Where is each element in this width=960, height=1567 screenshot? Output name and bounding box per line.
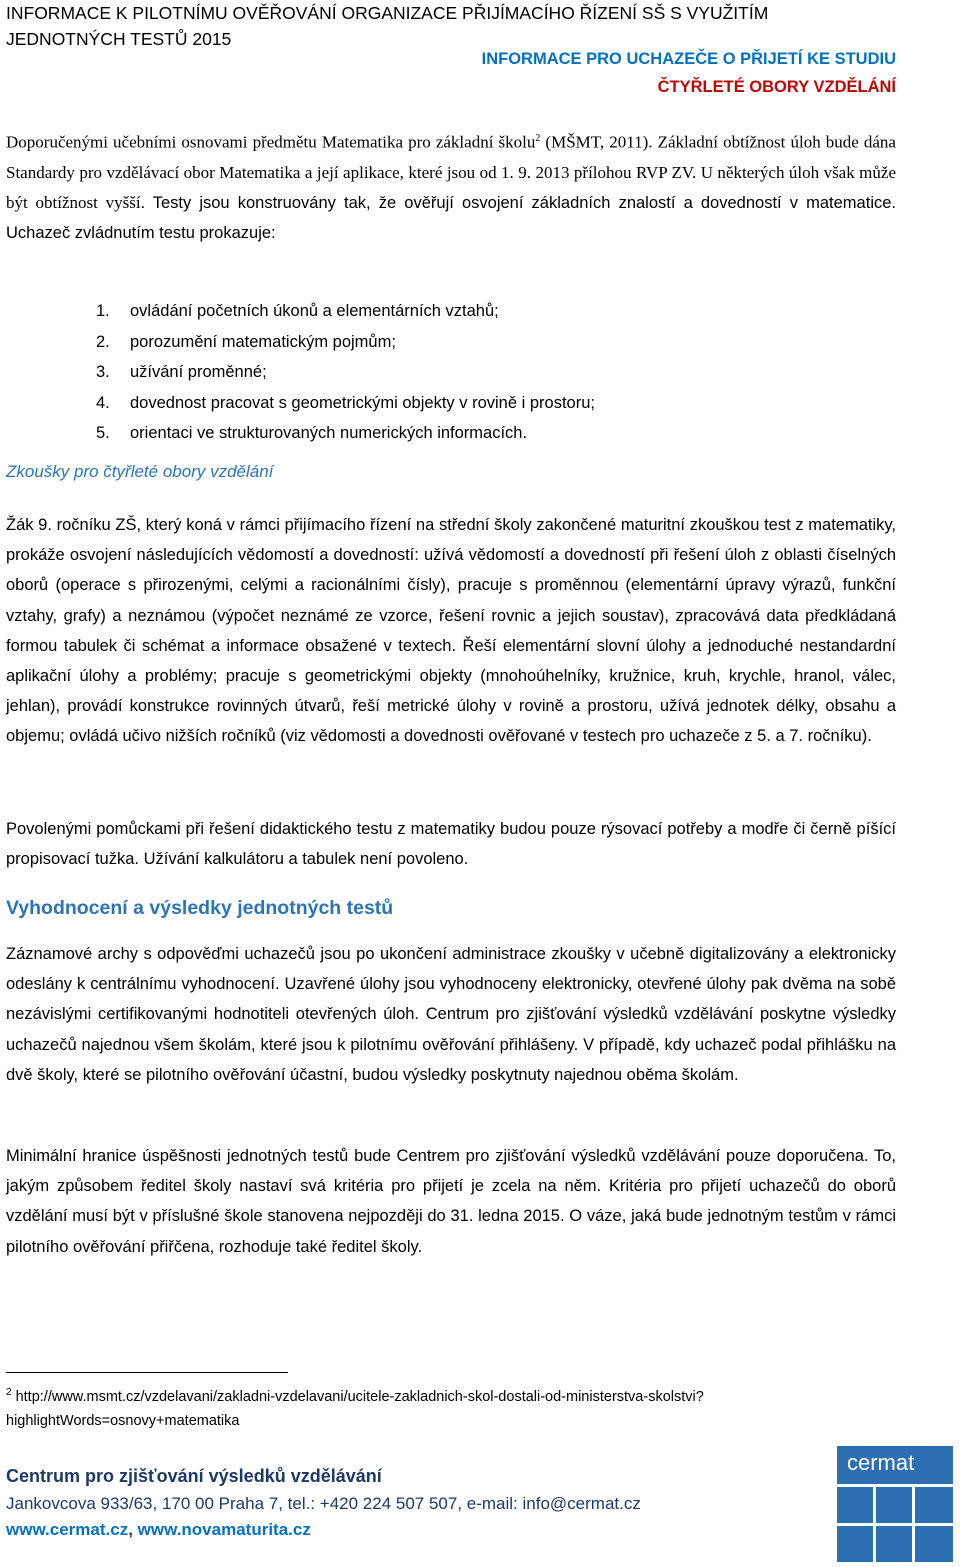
results-paragraph-2: Minimální hranice úspěšnosti jednotných testů bude Centrem pro zjišťování výsledků vzdělávání pouze doporučena. To, jakým způsobem ředitel školy nastaví svá kritéria pro přijetí je zcela na něm. Kritéria pro přijetí uchazečů do oborů vzdělání musí být v příslušné škole stanovena nejpozději do 31. ledna 2015. O váze, jaká bude jednotným testům v rámci pilotního ověřování přiřčena, rozhoduje také ředitel školy. — [6, 1147, 896, 1256]
logo-text: cermat — [847, 1450, 915, 1475]
footer-web-links: www.cermat.cz, www.novamaturita.cz — [6, 1520, 311, 1539]
footnote-divider — [6, 1372, 288, 1373]
list-item: 2. porozumění matematickým pojmům; — [96, 332, 396, 351]
header-title-line2: JEDNOTNÝCH TESTŮ 2015 — [6, 29, 232, 49]
list-item: 3. užívání proměnné; — [96, 363, 267, 381]
results-heading: Vyhodnocení a výsledky jednotných testů — [6, 897, 394, 919]
header-title — [6, 0, 946, 52]
header-subtitle-applicants: INFORMACE PRO UCHAZEČE O PŘIJETÍ KE STUDIU — [481, 50, 896, 68]
footer-link-novamaturita[interactable]: www.novamaturita.cz — [137, 1520, 311, 1539]
header-title-line1: INFORMACE K PILOTNÍMU OVĚŘOVÁNÍ ORGANIZACE PŘIJÍMACÍHO ŘÍZENÍ SŠ S VYUŽITÍM — [6, 3, 769, 23]
footer-link-cermat[interactable]: www.cermat.cz — [6, 1520, 129, 1539]
exams-paragraph-1: Žák 9. ročníku ZŠ, který koná v rámci přijímacího řízení na střední školy zakončené maturitní zkouškou test z matematiky, prokáže osvojení následujících vědomostí a dovedností: užívá vědomostí a dovedností při řešení úloh z oblasti číselných oborů (operace s přirozenými, celými a racionálními čísly), pracuje s proměnnou (elementární úpravy výrazů, funkční vztahy, grafy) a neznámou (výpočet neznámé ze vzorce, řešení rovnic a jejich soustav), zpracovává data předkládaná formou tabulek či schémat a informace obsažené v textech. Řeší elementární slovní úlohy a jednoduché nestandardní aplikační úlohy a problémy; pracuje s geometrickými objekty (mnohoúhelníky, kružnice, kruh, krychle, hranol, válec, jehlan), provádí konstrukce rovinných útvarů, řeší metrické úlohy v rovině a prostoru, užívá jednotek délky, obsahu a objemu; ovládá učivo nižších ročníků (viz vědomosti a dovednosti ověřované v testech pro uchazeče z 5. a 7. ročníku). — [6, 516, 896, 746]
footnote-link[interactable]: http://www.msmt.cz/vzdelavani/zakladni-vzdelavani/ucitele-zakladnich-skol-dostali-od-ministerstva-skolstvi?highlightWords=osnovy+matematika — [6, 1388, 704, 1429]
intro-text-c: Testy jsou konstruovány tak, že ověřují osvojení základních znalostí a dovedností v matematice. Uchazeč zvládnutím testu prokazuje: — [6, 194, 896, 243]
intro-text-b: (MŠMT, 2011). Základní obtížnost úloh bude dána Standardy pro vzdělávací obor Matematika a její aplikace, které jsou od 1. 9. 2013 přílohou RVP ZV. U některých úloh však může být obtížnost vyšší. — [6, 132, 896, 213]
intro-text-a: Doporučenými učebními osnovami předmětu Matematika pro základní školu — [6, 132, 536, 152]
exams-paragraph-2: Povolenými pomůckami při řešení didaktického testu z matematiky budou pouze rýsovací potřeby a modře či černě píšící propisovací tužka. Užívání kalkulátoru a tabulek není povoleno. — [6, 820, 896, 869]
exams-heading: Zkoušky pro čtyřleté obory vzdělání — [6, 462, 274, 481]
skills-list — [96, 296, 595, 449]
footnote-mark: 2 — [6, 1387, 12, 1398]
list-item: 4. dovednost pracovat s geometrickými objekty v rovině i prostoru; — [96, 393, 595, 412]
footer-address: Jankovcova 933/63, 170 00 Praha 7, tel.: +420 224 507 507, e-mail: info@cermat.cz — [6, 1494, 641, 1513]
footnote — [6, 1381, 846, 1433]
footnote-ref: 2 — [535, 133, 541, 144]
results-paragraph-1: Záznamové archy s odpověďmi uchazečů jsou po ukončení administrace zkoušky v učebně digitalizovány a elektronicky odeslány k centrálnímu vyhodnocení. Uzavřené úlohy jsou vyhodnoceny elektronicky, otevřené úlohy pak dvěma na sobě nezávislými certifikovanými hodnotiteli otevřených úloh. Centrum pro zjišťování výsledků vzdělávání poskytne výsledky uchazečů najednou všem školám, které jsou k pilotnímu ověřování přihlášeny. V případě, kdy uchazeč podal přihlášku na dvě školy, které se pilotního ověřování účastní, budou výsledky poskytnuty najednou oběma školám. — [6, 945, 896, 1084]
cermat-logo — [837, 1446, 953, 1562]
header-subtitle-four-year: ČTYŘLETÉ OBORY VZDĚLÁNÍ — [657, 78, 896, 96]
intro-paragraph — [6, 124, 896, 248]
list-item: 5. orientaci ve strukturovaných numerických informacích. — [96, 424, 528, 442]
list-item: 1. ovládání početních úkonů a elementárních vztahů; — [96, 302, 499, 320]
footer-org-name: Centrum pro zjišťování výsledků vzdělávání — [6, 1466, 382, 1486]
